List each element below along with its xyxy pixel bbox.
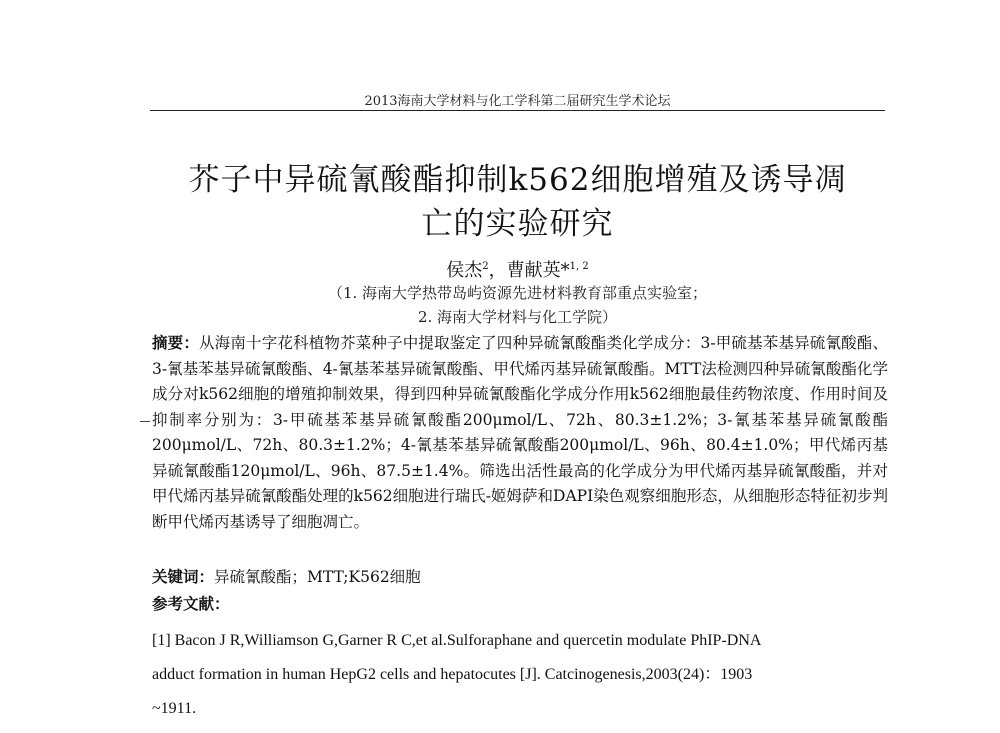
author-2: 曹献英* (506, 260, 570, 281)
author-2-affil: 1, 2 (569, 261, 589, 272)
reference-line-3: ~1911. (152, 700, 197, 717)
affiliation-2: 2. 海南大学材料与化工学院） (417, 308, 618, 326)
affiliation-1: （1. 海南大学热带岛屿资源先进材料教育部重点实验室； (327, 284, 708, 302)
reference-item (152, 624, 892, 726)
keywords-text: 异硫氰酸酯；MTT;K562细胞 (214, 568, 421, 586)
abstract-label: 摘要： (152, 333, 200, 352)
abstract-text: 从海南十字花科植物芥菜种子中提取鉴定了四种异硫氰酸酯类化学成分：3-甲硫基苯基异硫氰酸酯、3-氰基苯基异硫氰酸酯、4-氰基苯基异硫氰酸酯、甲代烯丙基异硫氰酸酯。MTT法检测四种异硫氰酸酯化学成分对k562细胞的增殖抑制效果，得到四种异硫氰酸酯化学成分作用k562细胞最佳药物浓度、作用时间及抑制率分别为：3-甲硫基苯基异硫氰酸酯200μmol/L、72h、80.3±1.2%；3-氰基苯基异硫氰酸酯200μmol/L、72h、80.3±1.2%；4-氰基苯基异硫氰酸酯200μmol/L、96h、80.4±1.0%；甲代烯丙基异硫氰酸酯120μmol/L、96h、87.5±1.4%。筛选出活性最高的化学成分为甲代烯丙基异硫氰酸酯，并对甲代烯丙基异硫氰酸酯处理的k562细胞进行瑞氏-姬姆萨和DAPI染色观察细胞形态，从细胞形态特征初步判断甲代烯丙基诱导了细胞凋亡。 (152, 334, 888, 531)
reference-line-2: adduct formation in human HepG2 cells and hepatocutes [J]. Catcinogenesis,2003(24)：1903 (152, 666, 753, 683)
reference-line-1: [1] Bacon J R,Williamson G,Garner R C,et al.Sulforaphane and quercetin modulate PhIP-DNA (152, 632, 762, 649)
keywords (152, 564, 888, 590)
running-head: 2013海南大学材料与化工学科第二届研究生学术论坛 (364, 94, 671, 109)
author-separator: ， (488, 260, 507, 281)
paper-title (140, 158, 895, 246)
author-1: 侯杰 (446, 260, 483, 281)
references-heading: 参考文献： (152, 594, 230, 613)
authors (150, 255, 885, 283)
header-rule (150, 110, 885, 111)
title-line-1: 芥子中异硫氰酸酯抑制k562细胞增殖及诱导凋 (188, 162, 847, 198)
margin-dash (140, 421, 150, 422)
keywords-label: 关键词： (152, 567, 215, 586)
abstract (152, 330, 888, 535)
author-1-affil: 2 (482, 261, 489, 272)
title-line-2: 亡的实验研究 (421, 206, 614, 242)
